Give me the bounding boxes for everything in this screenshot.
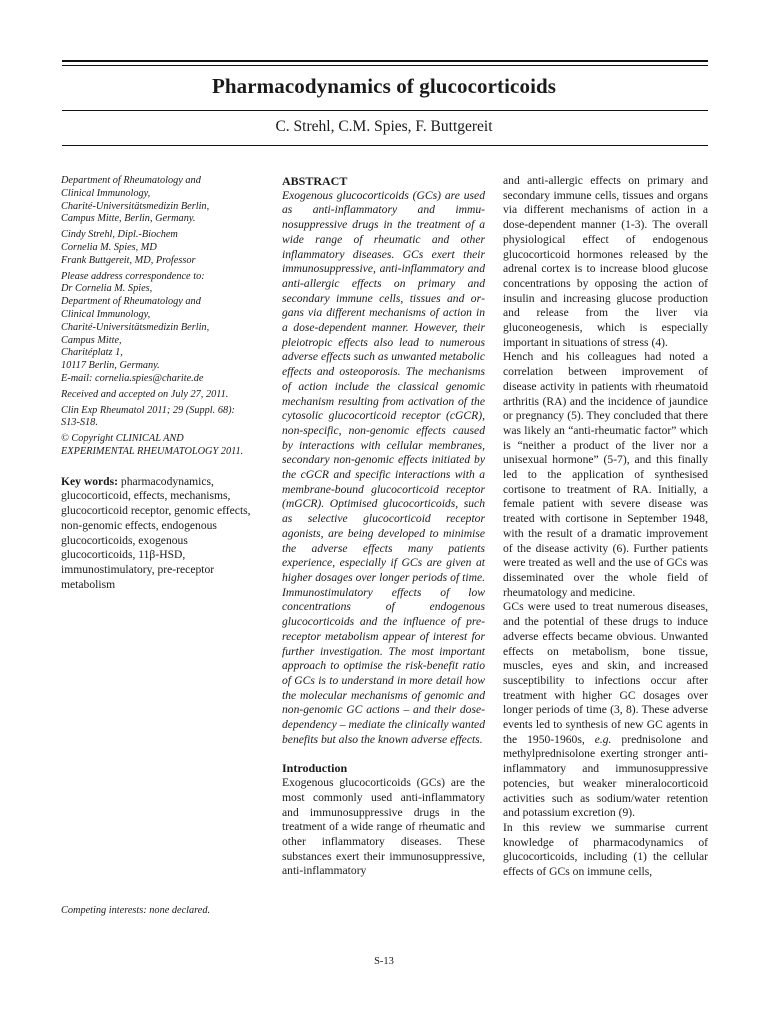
affiliation-column — [61, 175, 261, 592]
affiliation-line: Department of Rheumatology and — [61, 175, 201, 186]
body-paragraph-3-part-2: prednisolone and methylprednisolone exerting stronger anti-inflammatory and immunosuppressive potencies, but weaker mineralocorticoid activities such as sodium/water retention and potassium excretion (9). — [503, 732, 708, 820]
affiliation-line: Cindy Strehl, Dipl.-Biochem — [61, 229, 178, 241]
competing-interests: Competing interests: none declared. — [61, 905, 211, 916]
affiliation-line: Campus Mitte, Berlin, Germany. — [61, 213, 196, 225]
affiliation-line: EXPERIMENTAL RHEUMATOLOGY 2011. — [61, 445, 244, 457]
body-paragraph-4: In this review we summarise current knowledge of pharmacodynamics of glucocorticoids, including (1) the cellular effects of GCs on immune cells, — [503, 820, 708, 879]
affiliation-line: 10117 Berlin, Germany. — [61, 360, 160, 372]
abstract-text: Exogenous glucocorticoids (GCs) are used as anti-inflammatory and immunosuppressive drugs in the treatment of a wide range of rheumatic and other inflammatory diseases. GCs exert their immunosuppressive, anti-inflammatory and anti-allergic effects on primary and secondary immune cells, tissues and organs via different mechanisms of action in a dose-dependent manner. However, their pleiotropic effects also lead to numerous adverse effects such as unwanted metabolic effects and osteoporosis. The mechanisms of action include the classical genomic mechanism resulting from activation of the cytosolic glucocorticoid receptor (cGCR), non-specific, non-genomic effects caused by interactions with cellular membranes, secondary non-genomic effects initiated by the cGCR and specific interactions with a membrane-bound glucocorticoid receptor (mGCR). Optimised glucocorticoids, such as selective glucocorticoid receptor agonists, are being developed to minimise the adverse effects many patients experience, especially if GCs are given at higher dosages over longer periods of time. Immunostimulatory effects of low concentrations of endogenous glucocorticoids and the influence of pre-receptor metabolism appear of interest for further investigation. The most important approach to optimise the risk-benefit ratio of GCs is to understand in more detail how the molecular mechanisms of genomic and non-genomic GC actions – and their dose-dependency – mediate the clinically wanted benefits but also the known adverse effects. — [282, 188, 485, 746]
author-list: C. Strehl, C.M. Spies, F. Buttgereit — [275, 118, 493, 135]
affiliation-line: Clin Exp Rheumatol 2011; 29 (Suppl. 68): — [61, 404, 235, 416]
authors-rule — [62, 145, 708, 146]
affiliation-line: E-mail: cornelia.spies@charite.de — [61, 372, 204, 384]
body-paragraph-3-part-1: GCs were used to treat numerous diseases, and the potential of these drugs to induce adverse effects became obvious. Unwanted effects on metabolism, bone tissue, muscles, eyes and skin, and increased susceptibility to infections occur after treatment with higher GC dosages over longer periods of time (3, 8). These adverse events led to synthesis of new GC agents in the 1950-1960s, — [503, 600, 708, 746]
body-paragraph-3 — [503, 600, 708, 821]
affiliation-line: Frank Buttgereit, MD, Professor — [61, 254, 196, 266]
body-paragraph-1: and anti-allergic effects on primary and secondary immune cells, tissues and organs via different mechanisms of action in a dose-dependent manner (1-3). The overall physiological effect of endogenous glucocorticoid hormones released by the adrenal cortex is to increase blood glucose concentrations by opposing the action of insulin and increasing glucose production and release from the liver via gluconeogenesis, which is especially important in situations of stress (4). — [503, 174, 708, 349]
keywords-text: pharmacodynamics, glucocorticoid, effects, mechanisms, glucocorticoid receptor, genomic effects, non-genomic effects, endogenous glucocorticoids, exogenous glucocorticoids, 11β-HSD, immunostimulatory, pre-receptor metabolism — [61, 474, 251, 591]
top-rule-thin — [62, 65, 708, 66]
affiliation-line: Campus Mitte, — [61, 334, 122, 346]
body-column — [503, 174, 708, 880]
page-number: S-13 — [374, 956, 394, 967]
affiliation-line: © Copyright CLINICAL AND — [61, 433, 184, 445]
keywords-label: Key words: — [61, 474, 118, 488]
introduction-paragraph: Exogenous glucocorticoids (GCs) are the most commonly used anti-inflammatory and immunosuppressive drugs in the treatment of a wide range of rheumatic and other inflammatory diseases. These substances exert their immunosuppressive, anti-inflammatory — [282, 776, 485, 878]
affiliation-line: Clinical Immunology, — [61, 308, 151, 320]
body-paragraph-2: Hench and his colleagues had noted a correlation between improvement of disease activity in patients with rheumatoid arthritis (RA) and the incidence of jaundice or pregnancy (5). They concluded that there was likely an “anti-rheumatic factor” which is “neither a product of the liver nor a unisexual hormone” (5-7), and this finally led to the application of synthesised cortisone to treatment of RA. Initially, a female patient with severe disease was treated with cortisone in September 1948, with the result of a dramatic improvement of the disease activity (6). Further patients were treated as well and the use of GCs was disseminated over the whole field of rheumatology and medicine. — [503, 350, 708, 599]
introduction-heading: Introduction — [282, 761, 348, 776]
affiliation-line: Charité-Universitätsmedizin Berlin, — [61, 321, 210, 333]
affiliation-line: Charité-Universitätsmedizin Berlin, — [61, 200, 210, 212]
affiliation-line: Department of Rheumatology and — [61, 296, 201, 308]
affiliation-line: Cornelia M. Spies, MD — [61, 241, 157, 253]
affiliation-line: S13-S18. — [61, 417, 98, 429]
eg-abbreviation: e.g. — [594, 732, 612, 746]
abstract-heading: ABSTRACT — [282, 174, 348, 188]
affiliation-line: Charitéplatz 1, — [61, 347, 123, 359]
top-rule-thick — [62, 60, 708, 62]
affiliation-line: Clinical Immunology, — [61, 187, 151, 199]
affiliation-line: Dr Cornelia M. Spies, — [61, 283, 153, 295]
affiliation-line: Received and accepted on July 27, 2011. — [61, 388, 229, 400]
affiliation-line: Please address correspondence to: — [61, 270, 205, 282]
abstract-column — [282, 174, 485, 879]
title-rule — [62, 110, 708, 111]
keywords-block — [61, 475, 261, 593]
article-title: Pharmacodynamics of glucocorticoids — [211, 74, 557, 98]
affiliation-block — [61, 175, 261, 459]
